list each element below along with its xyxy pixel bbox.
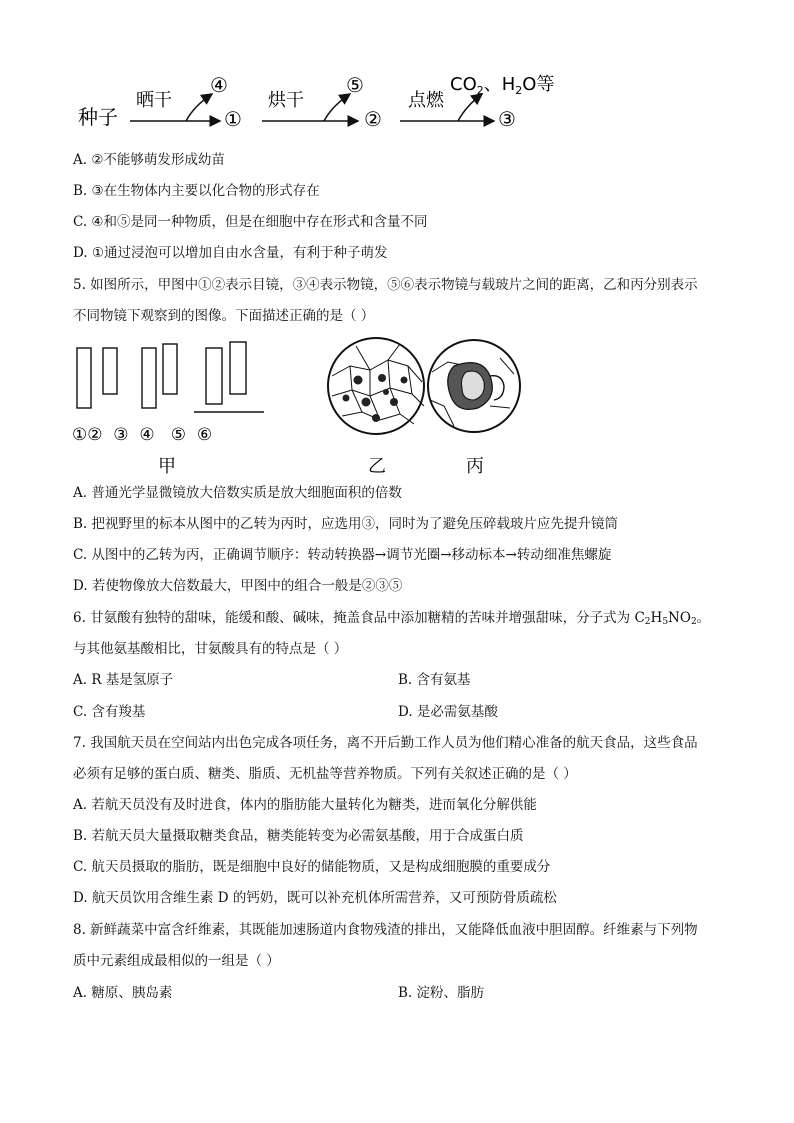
view-bing bbox=[428, 340, 520, 432]
q7-option-d: D. 航天员饮用含维生素 D 的钙奶，既可以补充机体所需营养，又可预防骨质疏松 bbox=[73, 890, 557, 906]
q6-option-c: C. 含有羧基 bbox=[73, 704, 146, 720]
objective-4 bbox=[163, 344, 177, 394]
q5-stem-line2: 不同物镜下观察到的图像。下面描述正确的是（ ） bbox=[73, 308, 375, 324]
burn-products: $CO_2$、$H_2O$等 bbox=[450, 74, 555, 97]
q4-option-b: B. ③在生物体内主要以化合物的形式存在 bbox=[73, 183, 320, 199]
label-jia: 甲 bbox=[158, 456, 176, 477]
arrow-branch-products bbox=[458, 94, 482, 121]
q4-option-c: C. ④和⑤是同一种物质，但是在细胞中存在形式和含量不同 bbox=[73, 214, 428, 230]
objective-5 bbox=[206, 348, 222, 404]
substance-4: ④ bbox=[210, 73, 228, 97]
q6-option-d: D. 是必需氨基酸 bbox=[398, 704, 498, 720]
arrow-branch-5 bbox=[324, 94, 350, 121]
microscope-figure bbox=[70, 336, 530, 482]
eyepiece-2 bbox=[103, 348, 117, 394]
view-yi bbox=[328, 338, 424, 434]
q8-stem-line2: 质中元素组成最相似的一组是（ ） bbox=[73, 953, 280, 969]
q5-option-c: C. 从图中的乙转为丙，正确调节顺序：转动转换器→调节光圈→移动标本→转动细准焦螺旋 bbox=[73, 547, 612, 563]
substance-2: ② bbox=[364, 107, 382, 131]
seed-label: 种子 bbox=[78, 105, 118, 129]
label-yi: 乙 bbox=[368, 456, 386, 477]
objective-3 bbox=[142, 348, 156, 408]
q6-option-b: B. 含有氨基 bbox=[398, 672, 471, 688]
q6-stem-line2: 与其他氨基酸相比，甘氨酸具有的特点是（ ） bbox=[73, 641, 348, 657]
label-bing: 丙 bbox=[466, 456, 484, 477]
seed-flow-diagram bbox=[70, 68, 590, 132]
substance-3: ③ bbox=[498, 107, 516, 131]
q7-option-c: C. 航天员摄取的脂肪，既是细胞中良好的储能物质，又是构成细胞膜的重要成分 bbox=[73, 859, 551, 875]
objective-6 bbox=[230, 342, 246, 394]
step-dry-label: 晒干 bbox=[136, 90, 172, 111]
q5-option-d: D. 若使物像放大倍数最大，甲图中的组合一般是②③⑤ bbox=[73, 578, 403, 594]
q5-option-a: A. 普通光学显微镜放大倍数实质是放大细胞面积的倍数 bbox=[73, 485, 402, 501]
eyepiece-1 bbox=[77, 348, 91, 408]
step-bake-label: 烘干 bbox=[268, 90, 304, 111]
arrow-branch-4 bbox=[186, 94, 212, 121]
q6-stem-line1: 6. 甘氨酸有独特的甜味，能缓和酸、碱味，掩盖食品中添加糖精的苦味并增强甜味，分子式为 $C_2H_5NO_2$。 bbox=[73, 610, 711, 627]
lens-group-jia bbox=[77, 342, 264, 412]
q7-stem-line2: 必须有足够的蛋白质、糖类、脂质、无机盐等营养物质。下列有关叙述正确的是（ ） bbox=[73, 766, 577, 782]
lens-numbers: ①② ③ ④ ⑤ ⑥ bbox=[72, 425, 213, 445]
q6-option-a: A. R 基是氢原子 bbox=[73, 672, 174, 688]
substance-5: ⑤ bbox=[346, 73, 364, 97]
q7-option-a: A. 若航天员没有及时进食，体内的脂肪能大量转化为糖类，进而氧化分解供能 bbox=[73, 797, 537, 813]
substance-1: ① bbox=[224, 107, 242, 131]
q7-stem-line1: 7. 我国航天员在空间站内出色完成各项任务，离不开后勤工作人员为他们精心准备的航天食品，这些食品 bbox=[73, 735, 698, 751]
q8-option-a: A. 糖原、胰岛素 bbox=[73, 985, 173, 1001]
q5-option-b: B. 把视野里的标本从图中的乙转为丙时，应选用③，同时为了避免压碎载玻片应先提升镜筒 bbox=[73, 516, 619, 532]
q4-option-d: D. ①通过浸泡可以增加自由水含量，有利于种子萌发 bbox=[73, 245, 388, 261]
q7-option-b: B. 若航天员大量摄取糖类食品，糖类能转变为必需氨基酸，用于合成蛋白质 bbox=[73, 828, 524, 844]
q4-option-a: A. ②不能够萌发形成幼苗 bbox=[73, 152, 225, 168]
q8-option-b: B. 淀粉、脂肪 bbox=[398, 985, 485, 1001]
step-burn-label: 点燃 bbox=[408, 90, 444, 111]
q5-stem-line1: 5. 如图所示，甲图中①②表示目镜，③④表示物镜，⑤⑥表示物镜与载玻片之间的距离，乙和丙分别表示 bbox=[73, 277, 698, 293]
q8-stem-line1: 8. 新鲜蔬菜中富含纤维素，其既能加速肠道内食物残渣的排出，又能降低血液中胆固醇。纤维素与下列物 bbox=[73, 922, 698, 938]
